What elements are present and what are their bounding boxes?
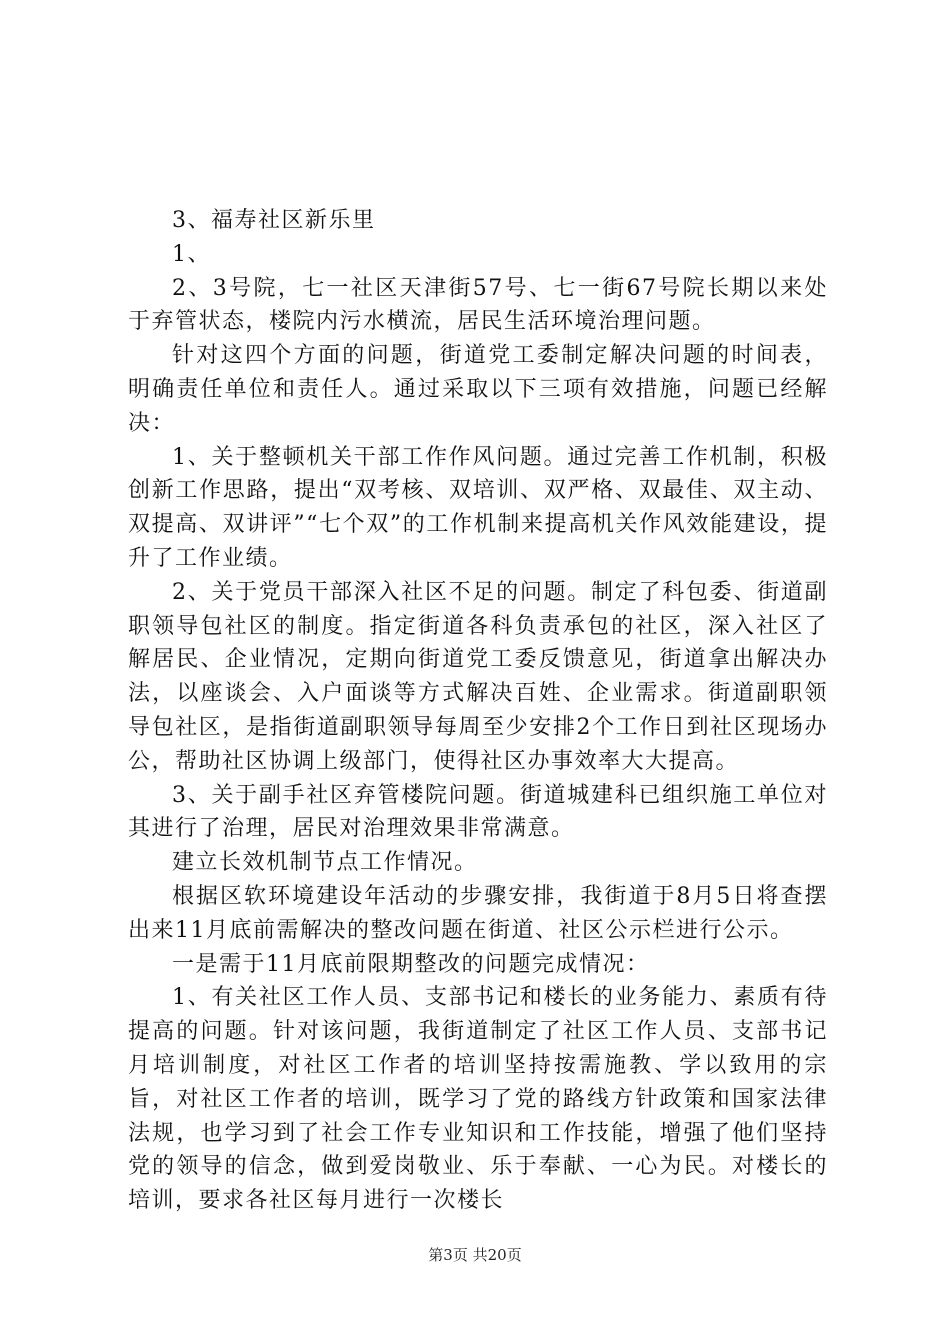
paragraph: 根据区软环境建设年活动的步骤安排，我街道于8月5日将查摆出来11月底前需解决的整改问题在街道、社区公示栏进行公示。 xyxy=(128,883,828,943)
paragraph: 一是需于11月底前限期整改的问题完成情况： xyxy=(172,951,650,977)
paragraph: 针对这四个方面的问题，街道党工委制定解决问题的时间表，明确责任单位和责任人。通过采取以下三项有效措施，问题已经解决： xyxy=(128,343,828,436)
page-number-footer: 第3页 共20页 xyxy=(428,1246,522,1264)
paragraph: 1、有关社区工作人员、支部书记和楼长的业务能力、素质有待提高的问题。针对该问题，我街道制定了社区工作人员、支部书记月培训制度，对社区工作者的培训坚持按需施教、学以致用的宗旨，对社区工作者的培训，既学习了党的路线方针政策和国家法律法规，也学习到了社会工作专业知识和工作技能，增强了他们坚持党的领导的信念，做到爱岗敬业、乐于奉献、一心为民。对楼长的培训，要求各社区每月进行一次楼长 xyxy=(128,985,828,1214)
paragraph: 2、关于党员干部深入社区不足的问题。制定了科包委、街道副职领导包社区的制度。指定街道各科负责承包的社区，深入社区了解居民、企业情况，定期向街道党工委反馈意见，街道拿出解决办法，以座谈会、入户面谈等方式解决百姓、企业需求。街道副职领导包社区，是指街道副职领导每周至少安排2个工作日到社区现场办公，帮助社区协调上级部门，使得社区办事效率大大提高。 xyxy=(128,579,828,774)
paragraph: 2、3号院，七一社区天津街57号、七一街67号院长期以来处于弃管状态，楼院内污水横流，居民生活环境治理问题。 xyxy=(128,275,828,335)
paragraph: 3、福寿社区新乐里 xyxy=(172,208,376,233)
paragraph: 3、关于副手社区弃管楼院问题。街道城建科已组织施工单位对其进行了治理，居民对治理效果非常满意。 xyxy=(128,782,828,842)
paragraph: 1、关于整顿机关干部工作作风问题。通过完善工作机制，积极创新工作思路，提出“双考核、双培训、双严格、双最佳、双主动、双提高、双讲评”“七个双”的工作机制来提高机关作风效能建设，提升了工作业绩。 xyxy=(128,444,828,571)
document-body xyxy=(128,204,828,1218)
paragraph: 建立长效机制节点工作情况。 xyxy=(172,850,478,876)
paragraph: 1、 xyxy=(172,241,211,267)
